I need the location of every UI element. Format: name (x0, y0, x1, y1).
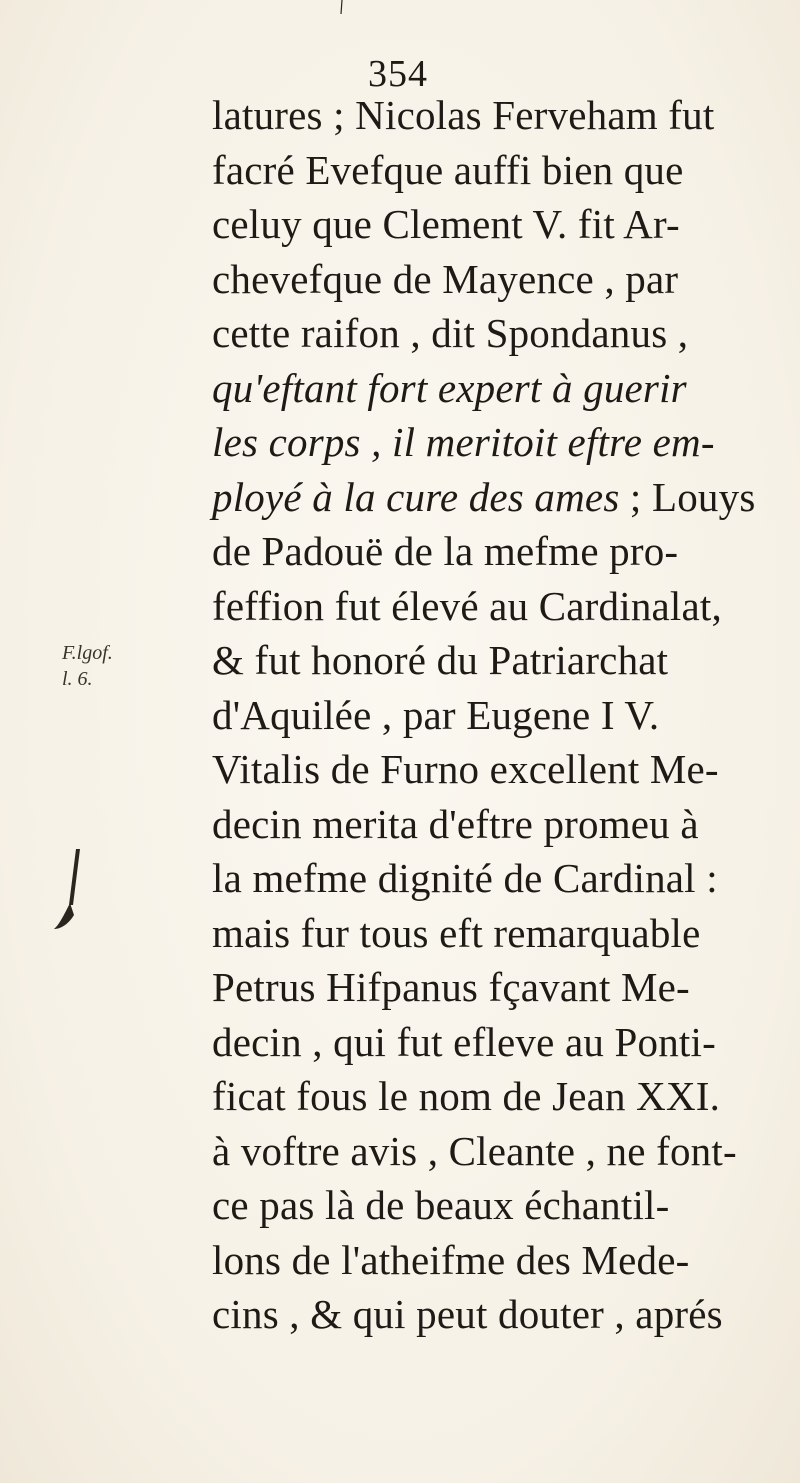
text-segment: la mefme dignité de Cardinal : (212, 855, 718, 901)
text-line (212, 361, 792, 416)
text-segment: mais fur tous eft remarquable (212, 909, 701, 956)
text-segment: Vitalis de Furno excellent Me- (212, 746, 719, 792)
text-segment: ficat fous le nom de Jean XXI. (212, 1073, 721, 1119)
body-text (212, 88, 792, 1342)
italic-quote-text: ployé à la cure des ames (212, 473, 620, 520)
text-line (212, 579, 792, 634)
text-line (212, 1015, 792, 1070)
text-segment: de Padouë de la mefme pro- (212, 528, 679, 574)
text-line (212, 88, 792, 143)
text-line (212, 1124, 792, 1179)
text-line (212, 960, 792, 1015)
text-line (212, 470, 792, 525)
text-segment: latures ; Nicolas Ferveham fut (212, 92, 715, 138)
text-line (212, 633, 792, 688)
text-line (212, 851, 792, 906)
text-segment: celuy que Clement V. fit Ar- (212, 201, 680, 247)
margin-note-line: F.lgof. (62, 642, 113, 664)
ink-mark (50, 845, 100, 945)
text-segment: cins , & qui peut douter , aprés (212, 1291, 723, 1337)
text-segment: ce pas là de beaux échantil- (212, 1182, 670, 1228)
text-line (212, 415, 792, 470)
text-line (212, 688, 792, 743)
text-segment: lons de l'atheifme des Mede- (212, 1236, 690, 1283)
text-line (212, 524, 792, 579)
text-line (212, 1287, 792, 1342)
margin-note-line: l. 6. (62, 668, 93, 690)
text-line (212, 742, 792, 797)
text-line (212, 1069, 792, 1124)
text-line (212, 252, 792, 307)
text-line (212, 143, 792, 198)
text-segment: facré Evefque auffi bien que (212, 146, 684, 193)
italic-quote-text: qu'eftant fort expert à guerir (212, 364, 687, 411)
text-segment: decin merita d'eftre promeu à (212, 800, 699, 847)
text-line (212, 197, 792, 252)
text-line (212, 1178, 792, 1233)
text-line (212, 306, 792, 361)
text-segment: cette raifon , dit Spondanus , (212, 310, 689, 356)
text-segment: Petrus Hifpanus fçavant Me- (212, 964, 690, 1010)
page-number: 354 (368, 53, 428, 95)
text-segment: à voftre avis , Cleante , ne font- (212, 1127, 737, 1174)
text-segment: chevefque de Mayence , par (212, 255, 679, 302)
text-segment: decin , qui fut efleve au Ponti- (212, 1018, 716, 1065)
italic-quote-text: les corps , il meritoit eftre em- (212, 419, 715, 465)
text-segment: d'Aquilée , par Eugene I V. (212, 691, 660, 738)
text-segment: feffion fut élevé au Cardinalat, (212, 582, 722, 629)
text-line (212, 906, 792, 961)
margin-note (62, 640, 113, 692)
text-segment: & fut honoré du Patriarchat (212, 637, 669, 683)
text-line (212, 797, 792, 852)
text-segment: ; Louys (619, 473, 756, 520)
ink-speck (340, 0, 344, 14)
text-line (212, 1233, 792, 1288)
